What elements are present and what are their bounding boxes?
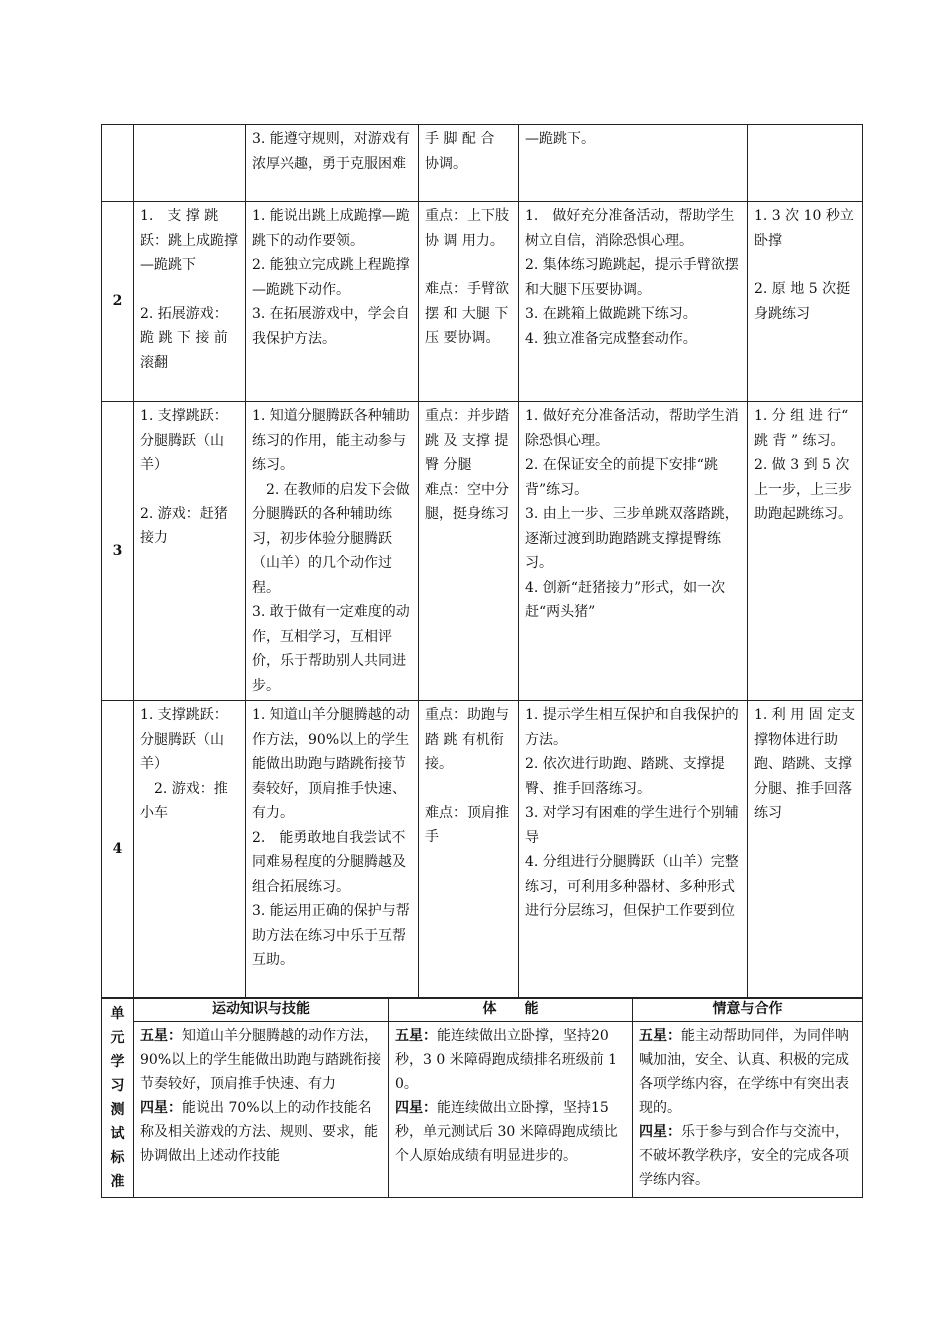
- criteria-text: 知道山羊分腿腾越的动作方法，90%以上的学生能做出助跑与踏跳衔接节奏较好，顶肩推手快速、有力: [140, 1028, 382, 1092]
- homework-text: 1. 3 次 10 秒立卧撑: [754, 208, 854, 249]
- method-text: 3. 由上一步、三步单跳双落踏跳，逐渐过渡到助跑踏跳支撑提臀练习。: [525, 506, 739, 571]
- star-label: 四星：: [140, 1100, 182, 1116]
- keypoints-cell: [419, 202, 519, 402]
- keypoints-cell: [419, 125, 519, 202]
- keypoint-text: 重点：上下肢 协 调 用力。: [425, 208, 509, 249]
- goal-text: 3. 能遵守规则，对游戏有浓厚兴趣，勇于克服困难: [252, 131, 410, 172]
- homework-cell: [748, 402, 863, 701]
- lesson-row-1: [102, 125, 863, 202]
- content-cell: [134, 202, 246, 402]
- homework-text: 1. 利 用 固 定支撑物体进行助跑、踏跳、支撑分腿、推手回落练习: [754, 707, 856, 821]
- method-text: —跪跳下。: [525, 131, 595, 147]
- goals-cell: [246, 125, 419, 202]
- goals-cell: [246, 202, 419, 402]
- criteria-header-row: [102, 998, 863, 1022]
- keypoints-cell: [419, 701, 519, 999]
- goal-text: 2. 在教师的启发下会做分腿腾跃的各种辅助练习，初步体验分腿腾跃（山羊）的几个动作过程。: [252, 481, 410, 596]
- star-label: 五星：: [639, 1028, 681, 1044]
- method-text: 4. 创新“赶猪接力”形式，如一次赶“两头猪”: [525, 579, 726, 620]
- method-text: 4. 独立准备完成整套动作。: [525, 330, 697, 347]
- content-text: 2. 拓展游戏：跪 跳 下 接 前滚翻: [140, 305, 228, 371]
- criteria-body-row: [102, 1022, 863, 1198]
- homework-text: 2. 做 3 到 5 次上一步，上三步助跑起跳练习。: [754, 457, 852, 522]
- content-cell: [134, 402, 246, 701]
- method-text: 2. 在保证安全的前提下安排“跳背”练习。: [525, 457, 718, 498]
- goal-text: 2. 能勇敢地自我尝试不同难易程度的分腿腾越及组合拓展练习。: [252, 829, 406, 895]
- goals-cell: [246, 701, 419, 999]
- criteria-text: 能连续做出立卧撑，坚持20 秒，3 0 米障碍跑成绩排名班级前 10。: [395, 1028, 618, 1092]
- method-text: 1. 做好充分准备活动，帮助学生树立自信，消除恐惧心理。: [525, 208, 735, 249]
- header-fitness: 体 能: [389, 998, 633, 1022]
- homework-cell: [748, 701, 863, 999]
- skills-cell: [134, 1022, 389, 1198]
- homework-text: 2. 原 地 5 次挺身跳练习: [754, 281, 851, 322]
- criteria-text: 乐于参与到合作与交流中，不破坏教学秩序，安全的完成各项学练内容。: [639, 1124, 849, 1188]
- homework-text: 1. 分 组 进 行“ 跳 背 ” 练习。: [754, 408, 849, 449]
- method-text: 4. 分组进行分腿腾跃（山羊）完整练习，可利用多种器材、多种形式进行分层练习，但保护工作要到位: [525, 854, 739, 919]
- goal-text: 1. 知道分腿腾跃各种辅助练习的作用，能主动参与练习。: [252, 408, 410, 473]
- method-text: 1. 做好充分准备活动，帮助学生消除恐惧心理。: [525, 408, 739, 449]
- goals-cell: [246, 402, 419, 701]
- method-text: 2. 集体练习跪跳起，提示手臂欲摆和大腿下压要协调。: [525, 257, 739, 298]
- keypoint-text: 手 脚 配 合 协调。: [425, 131, 495, 172]
- goal-text: 3. 在拓展游戏中，学会自我保护方法。: [252, 306, 410, 347]
- homework-cell: [748, 202, 863, 402]
- star-label: 四星：: [639, 1124, 681, 1140]
- lesson-number: 4: [102, 701, 134, 999]
- keypoint-text: 难点：手臂欲 摆 和 大腿 下 压 要协调。: [425, 281, 509, 346]
- goal-text: 3. 敢于做有一定难度的动作，互相学习，互相评价，乐于帮助别人共同进步。: [252, 604, 410, 694]
- header-skills: 运动知识与技能: [134, 998, 389, 1022]
- goal-text: 1. 能说出跳上成跪撑—跪跳下的动作要领。: [252, 208, 410, 249]
- criteria-text: 能连续做出立卧撑，坚持15 秒，单元测试后 30 米障碍跑成绩比个人原始成绩有明显进步的。: [395, 1100, 618, 1164]
- lesson-row-3: [102, 402, 863, 701]
- homework-cell: [748, 125, 863, 202]
- methods-cell: [519, 125, 748, 202]
- keypoint-text: 难点：空中分腿，挺身练习: [425, 481, 509, 522]
- content-cell: [134, 701, 246, 999]
- criteria-table: [101, 997, 863, 1198]
- method-text: 2. 依次进行助跑、踏跳、支撑提臀、推手回落练习。: [525, 756, 725, 797]
- fitness-cell: [389, 1022, 633, 1198]
- lesson-number: 2: [102, 202, 134, 402]
- header-cooperation: 情意与合作: [633, 998, 863, 1022]
- star-label: 五星：: [140, 1028, 182, 1044]
- keypoints-cell: [419, 402, 519, 701]
- content-text: 1. 支撑跳跃：分腿腾跃（山羊）: [140, 707, 228, 772]
- content-text: 1. 支撑跳跃：分腿腾跃（山羊）: [140, 408, 228, 473]
- method-text: 3. 在跳箱上做跪跳下练习。: [525, 306, 697, 322]
- keypoint-text: 重点：并步踏 跳 及 支撑 提 臀 分腿: [425, 408, 509, 473]
- criteria-text: 能主动帮助同伴，为同伴呐喊加油，安全、认真、积极的完成各项学练内容，在学练中有突出表现的。: [639, 1028, 849, 1116]
- content-text: 1. 支 撑 跳跃：跳上成跪撑—跪跳下: [140, 208, 238, 273]
- methods-cell: [519, 402, 748, 701]
- lesson-table: [101, 124, 863, 999]
- star-label: 四星：: [395, 1100, 437, 1116]
- star-label: 五星：: [395, 1028, 437, 1044]
- content-cell: [134, 125, 246, 202]
- goal-text: 2. 能独立完成跳上程跪撑—跪跳下动作。: [252, 257, 410, 298]
- keypoint-text: 重点：助跑与 踏 跳 有机衔接。: [425, 707, 509, 772]
- method-text: 3. 对学习有困难的学生进行个别辅导: [525, 805, 739, 846]
- lesson-number: 3: [102, 402, 134, 701]
- goal-text: 3. 能运用正确的保护与帮助方法在练习中乐于互帮互助。: [252, 903, 410, 968]
- method-text: 1. 提示学生相互保护和自我保护的方法。: [525, 707, 739, 748]
- methods-cell: [519, 202, 748, 402]
- methods-cell: [519, 701, 748, 999]
- goal-text: 1. 知道山羊分腿腾越的动作方法，90%以上的学生能做出助跑与踏跳衔接节奏较好，顶肩推手快速、有力。: [252, 707, 410, 821]
- lesson-number: [102, 125, 134, 202]
- criteria-side-label: 单 元 学 习 测 试 标 准: [102, 998, 134, 1198]
- lesson-row-2: [102, 202, 863, 402]
- criteria-text: 能说出 70%以上的动作技能名称及相关游戏的方法、规则、要求，能协调做出上述动作技能: [140, 1100, 378, 1164]
- content-text: 2. 游戏：推小车: [140, 780, 228, 821]
- lesson-row-4: [102, 701, 863, 999]
- keypoint-text: 难点：顶肩推手: [425, 804, 509, 845]
- cooperation-cell: [633, 1022, 863, 1198]
- content-text: 2. 游戏：赶猪接力: [140, 505, 228, 546]
